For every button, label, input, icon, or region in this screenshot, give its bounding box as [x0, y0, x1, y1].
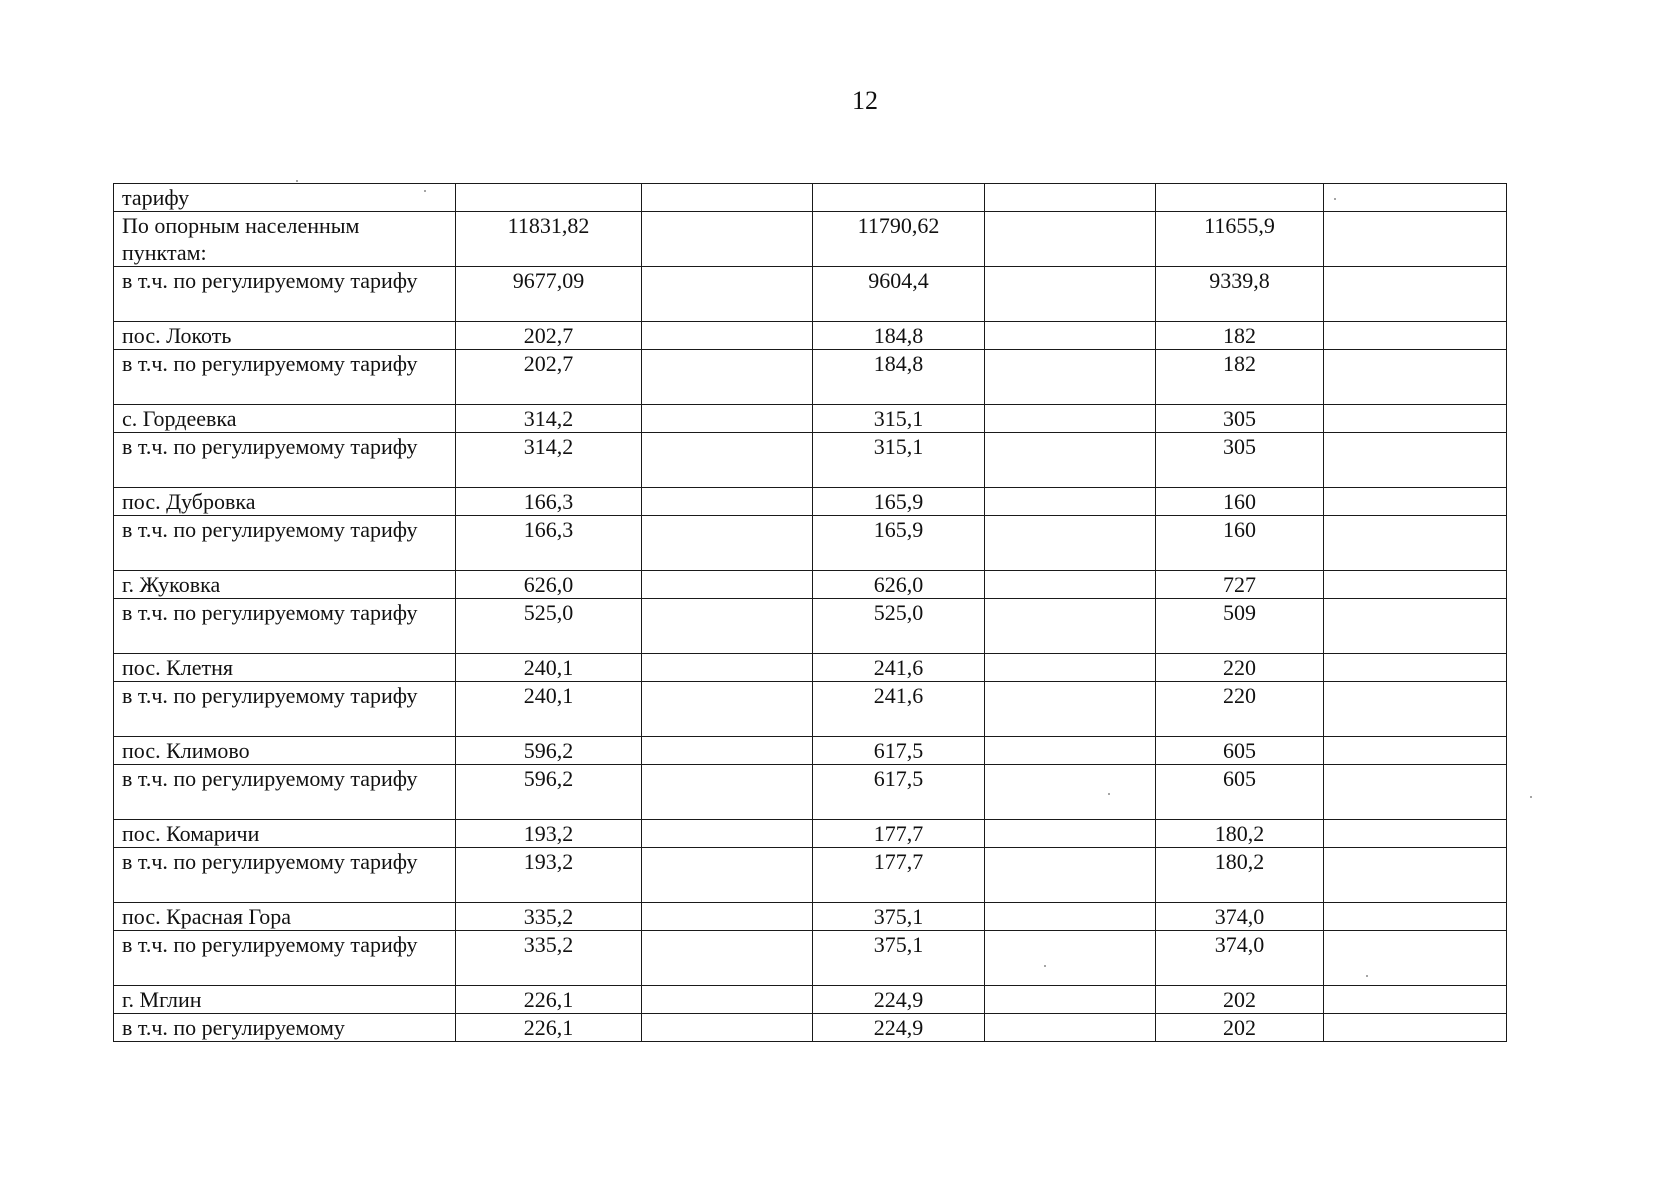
value-cell-c1: 202,7	[456, 322, 642, 350]
value-cell-c2	[642, 1014, 813, 1042]
value-cell-c3: 375,1	[813, 931, 985, 986]
value-cell-c6	[1324, 682, 1507, 737]
value-cell-c4	[985, 903, 1156, 931]
value-cell-c5: 220	[1156, 682, 1324, 737]
value-cell-c4	[985, 350, 1156, 405]
value-cell-c6	[1324, 1014, 1507, 1042]
value-cell-c3: 177,7	[813, 820, 985, 848]
value-cell-c1: 193,2	[456, 820, 642, 848]
scan-speck	[296, 180, 298, 182]
row-label: тарифу	[114, 184, 456, 212]
value-cell-c5: 305	[1156, 405, 1324, 433]
value-cell-c2	[642, 405, 813, 433]
value-cell-c3: 9604,4	[813, 267, 985, 322]
value-cell-c5: 202	[1156, 986, 1324, 1014]
row-label: в т.ч. по регулируемому тарифу	[114, 599, 456, 654]
value-cell-c2	[642, 986, 813, 1014]
value-cell-c6	[1324, 737, 1507, 765]
row-label: в т.ч. по регулируемому тарифу	[114, 433, 456, 488]
value-cell-c4	[985, 433, 1156, 488]
value-cell-c5: 202	[1156, 1014, 1324, 1042]
value-cell-c6	[1324, 820, 1507, 848]
value-cell-c3: 241,6	[813, 682, 985, 737]
value-cell-c1: 335,2	[456, 931, 642, 986]
value-cell-c4	[985, 654, 1156, 682]
value-cell-c4	[985, 931, 1156, 986]
value-cell-c1: 525,0	[456, 599, 642, 654]
value-cell-c3: 184,8	[813, 350, 985, 405]
value-cell-c2	[642, 184, 813, 212]
value-cell-c6	[1324, 516, 1507, 571]
row-label: пос. Клетня	[114, 654, 456, 682]
value-cell-c4	[985, 322, 1156, 350]
value-cell-c1	[456, 184, 642, 212]
value-cell-c6	[1324, 848, 1507, 903]
value-cell-c3	[813, 184, 985, 212]
value-cell-c2	[642, 654, 813, 682]
row-label: с. Гордеевка	[114, 405, 456, 433]
value-cell-c3: 241,6	[813, 654, 985, 682]
value-cell-c1: 166,3	[456, 516, 642, 571]
value-cell-c4	[985, 488, 1156, 516]
scan-speck	[1366, 975, 1368, 977]
value-cell-c2	[642, 267, 813, 322]
value-cell-c5: 160	[1156, 488, 1324, 516]
table-row	[114, 184, 1507, 212]
value-cell-c2	[642, 571, 813, 599]
table-row	[114, 350, 1507, 405]
value-cell-c5: 374,0	[1156, 931, 1324, 986]
row-label: г. Мглин	[114, 986, 456, 1014]
value-cell-c1: 166,3	[456, 488, 642, 516]
table-row	[114, 212, 1507, 267]
row-label: в т.ч. по регулируемому	[114, 1014, 456, 1042]
value-cell-c4	[985, 986, 1156, 1014]
value-cell-c2	[642, 820, 813, 848]
value-cell-c1: 314,2	[456, 433, 642, 488]
row-label: в т.ч. по регулируемому тарифу	[114, 682, 456, 737]
value-cell-c4	[985, 1014, 1156, 1042]
value-cell-c4	[985, 184, 1156, 212]
value-cell-c5: 727	[1156, 571, 1324, 599]
scan-speck	[1044, 965, 1046, 967]
value-cell-c3: 224,9	[813, 986, 985, 1014]
value-cell-c5: 180,2	[1156, 820, 1324, 848]
value-cell-c6	[1324, 350, 1507, 405]
value-cell-c1: 226,1	[456, 986, 642, 1014]
value-cell-c3: 224,9	[813, 1014, 985, 1042]
value-cell-c1: 335,2	[456, 903, 642, 931]
value-cell-c6	[1324, 212, 1507, 267]
table-row	[114, 986, 1507, 1014]
value-cell-c5: 220	[1156, 654, 1324, 682]
table-row	[114, 1014, 1507, 1042]
value-cell-c3: 617,5	[813, 765, 985, 820]
table-body	[114, 184, 1507, 1042]
value-cell-c2	[642, 516, 813, 571]
value-cell-c3: 375,1	[813, 903, 985, 931]
table-row	[114, 903, 1507, 931]
value-cell-c4	[985, 848, 1156, 903]
data-table	[113, 183, 1507, 1042]
value-cell-c1: 240,1	[456, 654, 642, 682]
table-row	[114, 267, 1507, 322]
value-cell-c4	[985, 599, 1156, 654]
scan-speck	[424, 190, 426, 192]
value-cell-c5: 160	[1156, 516, 1324, 571]
table-row	[114, 931, 1507, 986]
value-cell-c3: 626,0	[813, 571, 985, 599]
table-row	[114, 654, 1507, 682]
value-cell-c4	[985, 571, 1156, 599]
value-cell-c1: 240,1	[456, 682, 642, 737]
value-cell-c4	[985, 682, 1156, 737]
row-label: пос. Климово	[114, 737, 456, 765]
row-label: По опорным населенным пунктам:	[114, 212, 456, 267]
value-cell-c5: 374,0	[1156, 903, 1324, 931]
value-cell-c3: 165,9	[813, 516, 985, 571]
row-label: в т.ч. по регулируемому тарифу	[114, 765, 456, 820]
value-cell-c4	[985, 820, 1156, 848]
value-cell-c1: 226,1	[456, 1014, 642, 1042]
value-cell-c1: 314,2	[456, 405, 642, 433]
value-cell-c1: 11831,82	[456, 212, 642, 267]
value-cell-c6	[1324, 184, 1507, 212]
value-cell-c2	[642, 599, 813, 654]
table-row	[114, 737, 1507, 765]
value-cell-c4	[985, 737, 1156, 765]
page-number: 12	[852, 86, 878, 115]
table-row	[114, 405, 1507, 433]
value-cell-c3: 315,1	[813, 405, 985, 433]
value-cell-c6	[1324, 654, 1507, 682]
value-cell-c2	[642, 765, 813, 820]
table-row	[114, 682, 1507, 737]
table-row	[114, 322, 1507, 350]
row-label: в т.ч. по регулируемому тарифу	[114, 848, 456, 903]
value-cell-c4	[985, 405, 1156, 433]
value-cell-c2	[642, 903, 813, 931]
row-label: в т.ч. по регулируемому тарифу	[114, 931, 456, 986]
value-cell-c5: 605	[1156, 737, 1324, 765]
value-cell-c2	[642, 488, 813, 516]
value-cell-c3: 177,7	[813, 848, 985, 903]
table-row	[114, 599, 1507, 654]
value-cell-c1: 9677,09	[456, 267, 642, 322]
value-cell-c6	[1324, 433, 1507, 488]
value-cell-c2	[642, 350, 813, 405]
value-cell-c6	[1324, 322, 1507, 350]
value-cell-c5: 509	[1156, 599, 1324, 654]
value-cell-c6	[1324, 599, 1507, 654]
value-cell-c6	[1324, 571, 1507, 599]
row-label: г. Жуковка	[114, 571, 456, 599]
value-cell-c1: 596,2	[456, 737, 642, 765]
value-cell-c3: 11790,62	[813, 212, 985, 267]
value-cell-c5: 11655,9	[1156, 212, 1324, 267]
value-cell-c1: 596,2	[456, 765, 642, 820]
value-cell-c4	[985, 267, 1156, 322]
value-cell-c2	[642, 737, 813, 765]
value-cell-c6	[1324, 931, 1507, 986]
value-cell-c1: 202,7	[456, 350, 642, 405]
value-cell-c5: 305	[1156, 433, 1324, 488]
value-cell-c3: 525,0	[813, 599, 985, 654]
value-cell-c2	[642, 212, 813, 267]
table-row	[114, 516, 1507, 571]
value-cell-c4	[985, 212, 1156, 267]
scan-speck	[1334, 198, 1336, 200]
value-cell-c4	[985, 765, 1156, 820]
value-cell-c3: 165,9	[813, 488, 985, 516]
value-cell-c3: 184,8	[813, 322, 985, 350]
row-label: в т.ч. по регулируемому тарифу	[114, 350, 456, 405]
value-cell-c3: 315,1	[813, 433, 985, 488]
scan-speck	[1530, 796, 1532, 798]
value-cell-c5	[1156, 184, 1324, 212]
value-cell-c1: 626,0	[456, 571, 642, 599]
table-row	[114, 820, 1507, 848]
row-label: в т.ч. по регулируемому тарифу	[114, 267, 456, 322]
table-row	[114, 848, 1507, 903]
row-label: пос. Локоть	[114, 322, 456, 350]
value-cell-c1: 193,2	[456, 848, 642, 903]
table-row	[114, 433, 1507, 488]
value-cell-c2	[642, 931, 813, 986]
value-cell-c5: 182	[1156, 350, 1324, 405]
value-cell-c6	[1324, 986, 1507, 1014]
value-cell-c2	[642, 433, 813, 488]
table-row	[114, 765, 1507, 820]
value-cell-c5: 182	[1156, 322, 1324, 350]
value-cell-c3: 617,5	[813, 737, 985, 765]
value-cell-c2	[642, 682, 813, 737]
value-cell-c6	[1324, 488, 1507, 516]
value-cell-c5: 605	[1156, 765, 1324, 820]
table-row	[114, 571, 1507, 599]
value-cell-c6	[1324, 405, 1507, 433]
value-cell-c5: 9339,8	[1156, 267, 1324, 322]
row-label: пос. Комаричи	[114, 820, 456, 848]
row-label: пос. Дубровка	[114, 488, 456, 516]
value-cell-c6	[1324, 267, 1507, 322]
value-cell-c5: 180,2	[1156, 848, 1324, 903]
value-cell-c2	[642, 322, 813, 350]
row-label: в т.ч. по регулируемому тарифу	[114, 516, 456, 571]
table-row	[114, 488, 1507, 516]
value-cell-c4	[985, 516, 1156, 571]
value-cell-c6	[1324, 903, 1507, 931]
value-cell-c2	[642, 848, 813, 903]
row-label: пос. Красная Гора	[114, 903, 456, 931]
scan-speck	[1108, 793, 1110, 795]
value-cell-c6	[1324, 765, 1507, 820]
